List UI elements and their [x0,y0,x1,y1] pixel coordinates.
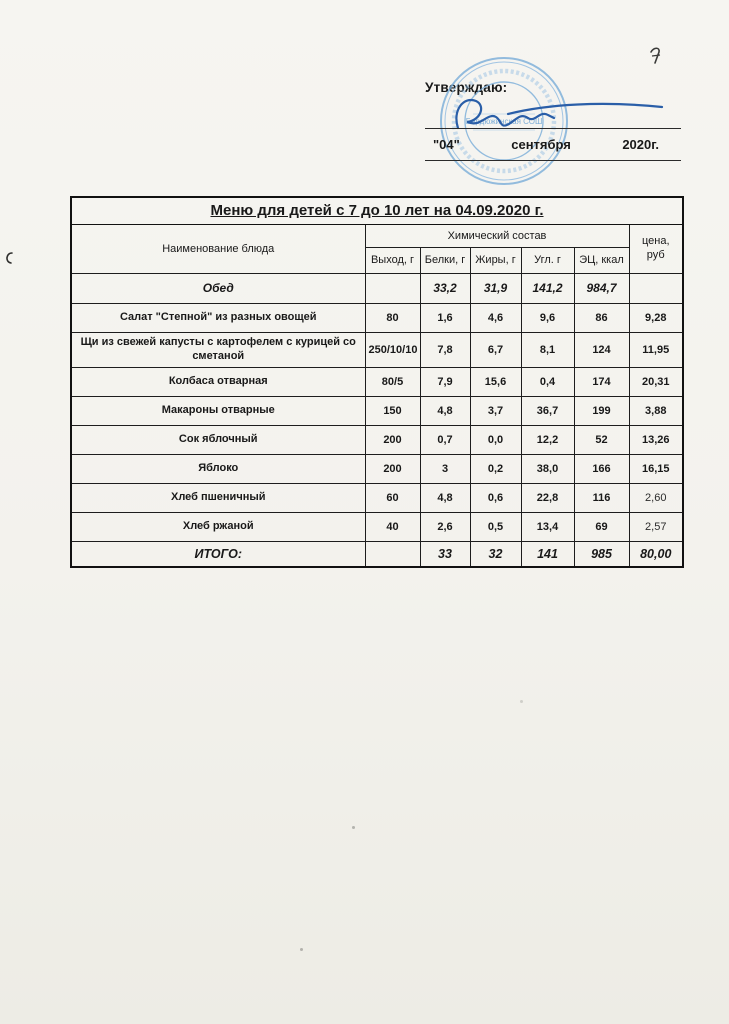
price-cell: 11,95 [629,332,683,367]
total-fat-cell: 32 [470,541,521,567]
table-row [71,332,683,367]
dish-name-cell: Хлеб ржаной [71,512,365,541]
carbs-cell: 38,0 [521,454,574,483]
protein-cell: 1,6 [420,303,470,332]
output-cell: 200 [365,454,420,483]
table-row [71,367,683,396]
energy-cell: 86 [574,303,629,332]
col-header-fat: Жиры, г [470,247,521,273]
dish-name-cell: Салат "Степной" из разных овощей [71,303,365,332]
meal-fat-cell: 31,9 [470,273,521,303]
price-cell: 3,88 [629,396,683,425]
energy-cell: 116 [574,483,629,512]
approve-label: Утверждаю: [425,80,508,95]
table-row [71,483,683,512]
col-header-output: Выход, г [365,247,420,273]
protein-cell: 3 [420,454,470,483]
protein-cell: 7,9 [420,367,470,396]
date-day: "04" [433,137,460,152]
output-cell: 80/5 [365,367,420,396]
col-header-protein: Белки, г [420,247,470,273]
price-cell: 13,26 [629,425,683,454]
protein-cell: 4,8 [420,483,470,512]
scan-speck [520,700,523,703]
dish-name-cell: Хлеб пшеничный [71,483,365,512]
meal-energy-cell: 984,7 [574,273,629,303]
table-row [71,512,683,541]
dish-name-cell: Сок яблочный [71,425,365,454]
protein-cell: 4,8 [420,396,470,425]
fat-cell: 0,0 [470,425,521,454]
col-header-price: цена, руб [629,224,683,273]
fat-cell: 0,2 [470,454,521,483]
output-cell: 150 [365,396,420,425]
table-row [71,454,683,483]
menu-title: Меню для детей с 7 до 10 лет на 04.09.2020 г. [71,197,683,224]
price-cell: 16,15 [629,454,683,483]
energy-cell: 174 [574,367,629,396]
carbs-cell: 36,7 [521,396,574,425]
price-cell: 2,57 [629,512,683,541]
meal-output-cell [365,273,420,303]
energy-cell: 52 [574,425,629,454]
total-energy-cell: 985 [574,541,629,567]
dish-name-cell: Яблоко [71,454,365,483]
output-cell: 250/10/10 [365,332,420,367]
total-protein-cell: 33 [420,541,470,567]
date-underline [425,160,681,161]
price-cell: 9,28 [629,303,683,332]
energy-cell: 199 [574,396,629,425]
meal-name: Обед [71,273,365,303]
fat-cell: 3,7 [470,396,521,425]
table-row [71,396,683,425]
fat-cell: 4,6 [470,303,521,332]
col-header-carbs: Угл. г [521,247,574,273]
carbs-cell: 9,6 [521,303,574,332]
energy-cell: 166 [574,454,629,483]
carbs-cell: 0,4 [521,367,574,396]
output-cell: 40 [365,512,420,541]
fat-cell: 0,5 [470,512,521,541]
signature-line [425,128,681,129]
total-label: ИТОГО: [71,541,365,567]
col-header-dish: Наименование блюда [71,224,365,273]
signature [438,86,678,142]
dish-name-cell: Макароны отварные [71,396,365,425]
scan-artifact-edge [3,250,15,266]
fat-cell: 6,7 [470,332,521,367]
total-output-cell [365,541,420,567]
energy-cell: 124 [574,332,629,367]
price-cell: 20,31 [629,367,683,396]
header-row-group [71,224,683,247]
output-cell: 60 [365,483,420,512]
carbs-cell: 12,2 [521,425,574,454]
scan-speck [300,948,303,951]
col-header-chem-group: Химический состав [365,224,629,247]
col-header-energy: ЭЦ, ккал [574,247,629,273]
output-cell: 200 [365,425,420,454]
date-year: 2020г. [622,137,659,152]
price-cell: 2,60 [629,483,683,512]
stamp-center-text: Бердюжинская СОШ [465,117,543,126]
dish-name-cell: Щи из свежей капусты с картофелем с курицей со сметаной [71,332,365,367]
dish-name-cell: Колбаса отварная [71,367,365,396]
carbs-cell: 13,4 [521,512,574,541]
carbs-cell: 22,8 [521,483,574,512]
output-cell: 80 [365,303,420,332]
protein-cell: 7,8 [420,332,470,367]
date-month: сентября [511,137,571,152]
meal-carbs-cell: 141,2 [521,273,574,303]
protein-cell: 2,6 [420,512,470,541]
total-carbs-cell: 141 [521,541,574,567]
protein-cell: 0,7 [420,425,470,454]
table-row [71,303,683,332]
fat-cell: 0,6 [470,483,521,512]
meal-protein-cell: 33,2 [420,273,470,303]
total-row [71,541,683,567]
menu-title-row [71,197,683,224]
menu-table [70,196,684,568]
date-row [425,137,681,152]
meal-price-cell [629,273,683,303]
total-price-cell: 80,00 [629,541,683,567]
scan-speck [352,826,355,829]
scan-artifact-mark [648,46,666,68]
carbs-cell: 8,1 [521,332,574,367]
fat-cell: 15,6 [470,367,521,396]
meal-section-row [71,273,683,303]
energy-cell: 69 [574,512,629,541]
table-row [71,425,683,454]
